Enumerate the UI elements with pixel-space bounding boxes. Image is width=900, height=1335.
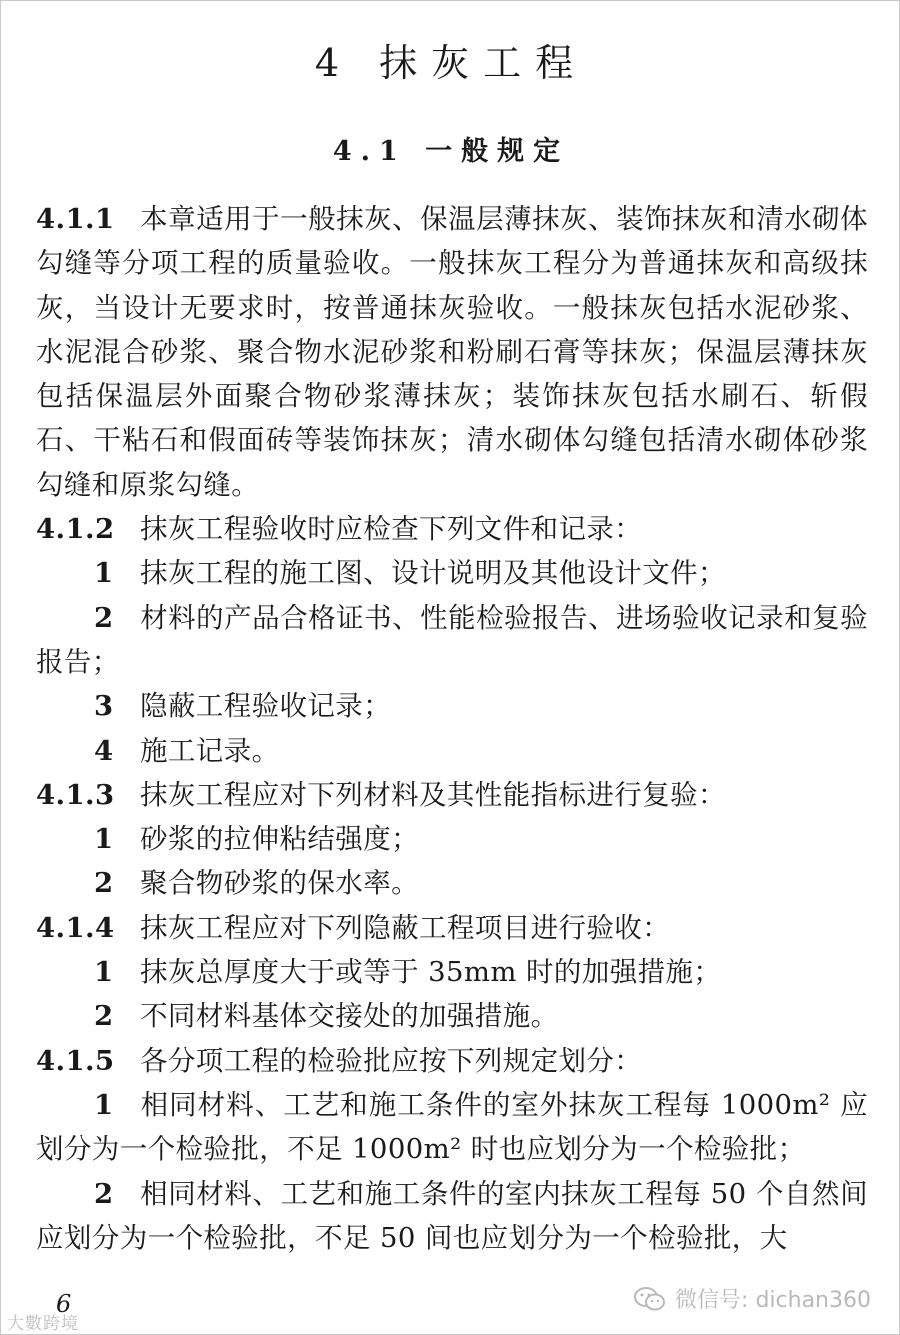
clause-4-1-1 <box>36 197 868 507</box>
item-number: 1 <box>94 956 114 989</box>
wechat-watermark <box>633 1283 871 1314</box>
clause-4-1-5 <box>36 1039 868 1083</box>
clause-text: 抹灰工程应对下列材料及其性能指标进行复验： <box>140 778 726 811</box>
clause-number: 4.1.1 <box>36 203 115 235</box>
document-body <box>36 197 868 1260</box>
clause-number: 4.1.3 <box>36 778 115 811</box>
chapter-title: 4 抹灰工程 <box>314 41 588 85</box>
watermark-logo: 大數跨境 <box>7 1314 79 1334</box>
list-item <box>36 817 868 861</box>
wechat-icon <box>633 1286 667 1312</box>
wechat-id: 微信号: dichan360 <box>675 1288 871 1313</box>
clause-4-1-3 <box>36 773 868 817</box>
list-item <box>36 950 868 994</box>
item-text: 隐蔽工程验收记录； <box>140 690 392 723</box>
clause-text: 抹灰工程应对下列隐蔽工程项目进行验收： <box>140 911 671 944</box>
item-text: 聚合物砂浆的保水率。 <box>140 867 419 900</box>
item-number: 2 <box>94 1000 114 1033</box>
item-number: 4 <box>94 734 114 767</box>
list-item <box>36 861 868 905</box>
item-text: 材料的产品合格证书、性能检验报告、进场验收记录和复验报告； <box>36 601 868 678</box>
item-text: 抹灰总厚度大于或等于 35mm 时的加强措施； <box>140 956 722 989</box>
clause-4-1-2 <box>36 507 868 551</box>
clause-number: 4.1.4 <box>36 911 115 944</box>
item-text: 抹灰工程的施工图、设计说明及其他设计文件； <box>140 557 726 590</box>
item-text: 砂浆的拉伸粘结强度； <box>140 823 419 856</box>
item-number: 2 <box>94 1177 114 1210</box>
item-text: 不同材料基体交接处的加强措施。 <box>140 1000 559 1033</box>
item-number: 2 <box>94 867 114 900</box>
list-item <box>36 1083 868 1172</box>
item-text: 相同材料、工艺和施工条件的室外抹灰工程每 1000m² 应划分为一个检验批，不足 1000m² 时也应划分为一个检验批； <box>36 1088 868 1166</box>
item-text: 施工记录。 <box>140 734 280 767</box>
list-item <box>36 1172 868 1261</box>
list-item <box>36 684 868 728</box>
clause-text: 本章适用于一般抹灰、保温层薄抹灰、装饰抹灰和清水砌体勾缝等分项工程的质量验收。一般抹灰工程分为普通抹灰和高级抹灰，当设计无要求时，按普通抹灰验收。一般抹灰包括水泥砂浆、水泥混合砂浆、聚合物水泥砂浆和粉刷石膏等抹灰；保温层薄抹灰包括保温层外面聚合物砂浆薄抹灰；装饰抹灰包括水刷石、斩假石、干粘石和假面砖等装饰抹灰；清水砌体勾缝包括清水砌体砂浆勾缝和原浆勾缝。 <box>36 203 868 501</box>
section-title: 4.1 一般规定 <box>332 136 570 167</box>
item-number: 1 <box>94 557 114 590</box>
clause-number: 4.1.2 <box>36 513 115 546</box>
item-number: 1 <box>94 1088 114 1121</box>
list-item <box>36 551 868 595</box>
list-item <box>36 994 868 1038</box>
clause-4-1-4 <box>36 906 868 950</box>
clause-number: 4.1.5 <box>36 1044 115 1077</box>
list-item <box>36 596 868 685</box>
item-number: 1 <box>94 823 114 856</box>
clause-text: 抹灰工程验收时应检查下列文件和记录： <box>140 513 643 546</box>
clause-text: 各分项工程的检验批应按下列规定划分： <box>140 1044 643 1077</box>
item-number: 2 <box>94 601 114 634</box>
page-number: 6 <box>56 1290 72 1318</box>
item-number: 3 <box>94 690 114 723</box>
list-item <box>36 729 868 773</box>
item-text: 相同材料、工艺和施工条件的室内抹灰工程每 50 个自然间应划分为一个检验批，不足 50 间也应划分为一个检验批，大 <box>36 1177 868 1254</box>
